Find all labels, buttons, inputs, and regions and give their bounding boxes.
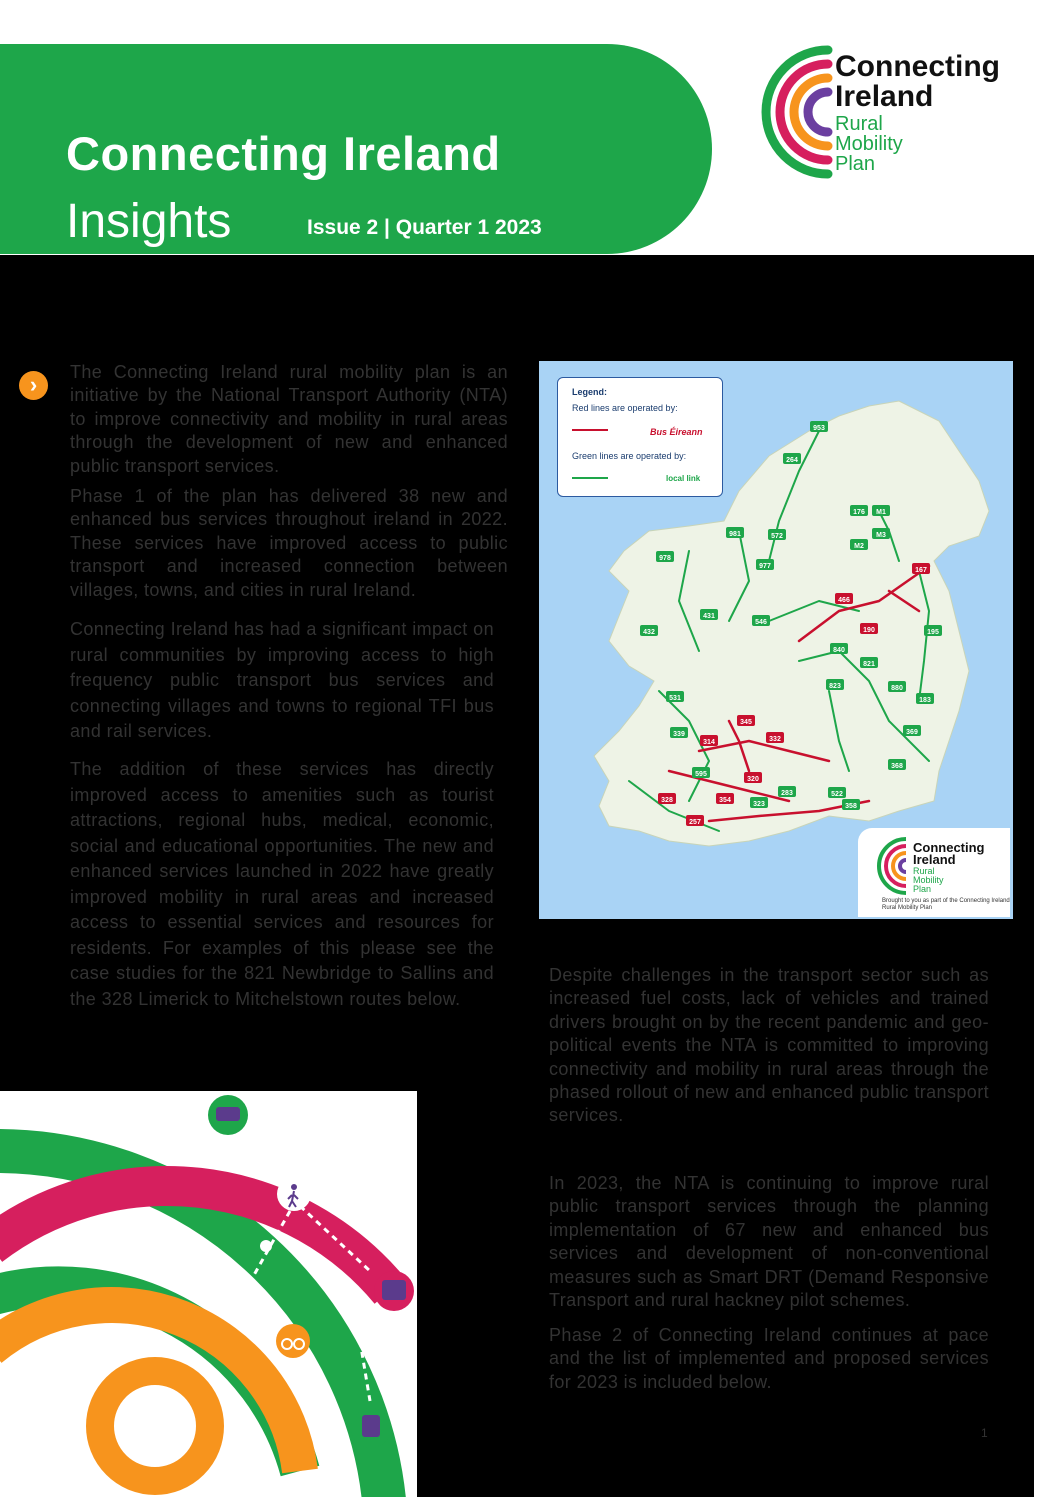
arcs-illustration	[0, 1091, 417, 1497]
amenities-paragraph: The addition of these services has directly improved access to amenities such as tourist attractions, regional hubs, medical, economic, social and educational opportunities. The new and enhanced services launched in 2022 have greatly improved mobility in rural areas and increased access to essential services and resources for residents. For examples of this please see the case studies for the 821 Newbridge to Sallins and the 328 Limerick to Mitchelstown routes below.	[70, 759, 494, 1009]
route-label: 283	[781, 790, 793, 797]
logo-text-line4: Mobility	[835, 133, 903, 155]
route-label: 314	[703, 739, 715, 746]
logo-text-line2: Ireland	[835, 80, 934, 113]
route-label: 190	[863, 627, 875, 634]
legend-green-label: Green lines are operated by:	[572, 451, 687, 461]
map-legend	[557, 377, 723, 497]
route-label: 320	[747, 776, 759, 783]
route-label: 176	[853, 509, 865, 516]
legend-green-line	[572, 476, 612, 480]
connecting-ireland-logo	[748, 44, 1048, 184]
route-label: M2	[854, 543, 864, 550]
page-number: 1	[981, 1426, 988, 1440]
walking-icon	[277, 1177, 311, 1211]
local-link-logo: local link	[666, 474, 701, 483]
phase1-paragraph: Phase 1 of the plan has delivered 38 new and enhanced bus services throughout ireland in 2022. These services have improved access to public transport and increased connection between villages, towns, and cities in rural Ireland.	[70, 486, 508, 600]
map-logo-caption: Brought to you as part of the Connecting Ireland Rural Mobility Plan	[882, 898, 1010, 911]
route-label: 823	[829, 683, 841, 690]
route-label: 167	[915, 567, 927, 574]
route-label: 323	[753, 801, 765, 808]
map-logo-line1: Connecting	[913, 840, 985, 855]
route-label: 183	[919, 697, 931, 704]
issue-label: Issue 2 | Quarter 1 2023	[307, 216, 542, 239]
route-label: 978	[659, 555, 671, 562]
map-logo-line4: Mobility	[913, 875, 944, 885]
map-logo-line5: Plan	[913, 884, 932, 894]
route-label: 345	[740, 719, 752, 726]
legend-red-line	[572, 428, 612, 432]
route-label: 431	[703, 613, 715, 620]
route-label: 264	[786, 457, 798, 464]
route-label: M1	[876, 509, 886, 516]
route-label: 880	[891, 685, 903, 692]
logo-text-line5: Plan	[835, 153, 876, 175]
route-label: 981	[729, 531, 741, 538]
route-label: M3	[876, 532, 886, 539]
page-title: Connecting Ireland	[66, 127, 501, 180]
route-label: 595	[695, 771, 707, 778]
route-label: 977	[759, 563, 771, 570]
route-label: 546	[755, 619, 767, 626]
route-label: 572	[771, 533, 783, 540]
route-label: 257	[689, 819, 701, 826]
route-label: 328	[661, 797, 673, 804]
map-logo-line2: Ireland	[913, 852, 956, 867]
route-label: 466	[838, 597, 850, 604]
page-subtitle: Insights	[66, 195, 232, 248]
route-label: 368	[891, 763, 903, 770]
route-label: 840	[833, 647, 845, 654]
taxi-icon	[208, 1095, 248, 1135]
plans-2023-paragraph: In 2023, the NTA is continuing to improve rural public transport services through the planning implementation of 67 new and enhanced bus services and development of non-conventional measures such as Smart DRT (Demand Responsive Transport and rural hackney pilot schemes.	[549, 1173, 989, 1311]
logo-text-line3: Rural	[835, 113, 883, 135]
bicycle-icon	[276, 1324, 310, 1358]
map-connecting-ireland-logo	[858, 828, 1010, 917]
impact-paragraph: Connecting Ireland has had a significant impact on rural communities by improving access to high frequency public transport bus services and connecting villages and towns to regional TFI bus and rail services.	[70, 619, 494, 741]
route-label: 369	[906, 729, 918, 736]
route-label: 531	[669, 695, 681, 702]
map-logo-arcs-icon	[866, 836, 910, 896]
bus-icon	[374, 1271, 414, 1311]
route-label: 432	[643, 629, 655, 636]
train-icon	[351, 1408, 391, 1448]
bus-eireann-logo: Bus Éireann	[650, 427, 703, 437]
legend-title: Legend:	[572, 387, 607, 397]
route-label: 354	[719, 797, 731, 804]
title-banner	[0, 44, 712, 254]
route-label: 195	[927, 629, 939, 636]
route-label: 358	[845, 803, 857, 810]
map-logo-line3: Rural	[913, 866, 935, 876]
page-edge	[1034, 255, 1059, 1497]
legend-red-label: Red lines are operated by:	[572, 403, 678, 413]
logo-arcs-icon	[748, 44, 838, 184]
intro-paragraph: The Connecting Ireland rural mobility plan is an initiative by the National Transport Authority (NTA) to improve connectivity and mobility in rural areas through the development of new and enhanced public transport services.	[70, 362, 508, 476]
challenges-paragraph: Despite challenges in the transport sector such as increased fuel costs, lack of vehicles and trained drivers brought on by the recent pandemic and geo-political events the NTA is committed to improving connectivity and mobility in rural areas through the phased rollout of new and enhanced public transport services.	[549, 965, 989, 1126]
route-label: 339	[673, 731, 685, 738]
ireland-route-map	[539, 361, 1013, 919]
route-label: 953	[813, 425, 825, 432]
route-label: 332	[769, 736, 781, 743]
route-label: 522	[831, 791, 843, 798]
logo-text-line1: Connecting	[835, 50, 1000, 83]
chevron-right-icon: ›	[19, 371, 48, 400]
route-label: 821	[863, 661, 875, 668]
mobility-arcs-graphic	[0, 1091, 417, 1497]
phase2-paragraph: Phase 2 of Connecting Ireland continues at pace and the list of implemented and proposed services for 2023 is included below.	[549, 1325, 989, 1392]
